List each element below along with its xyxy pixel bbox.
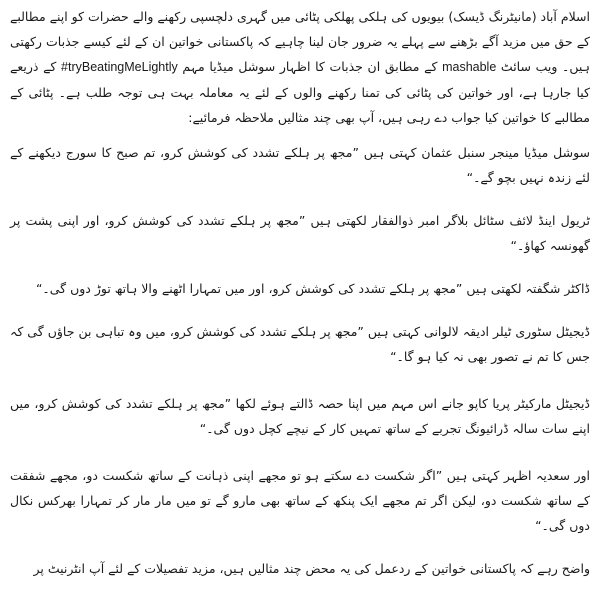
quote-paragraph-sumbul: سوشل میڈیا مینجر سنبل عثمان کہتی ہیں ”مجھ پر ہلکے تشدد کی کوشش کرو، تم صبح کا سورج دیکھنے کے لئے زندہ نہیں بچو گے۔“ (10, 145, 590, 185)
intro-text-1: اسلام آباد (مانیٹرنگ ڈیسک) بیویوں کی ہلکی پھلکی پٹائی میں گہری دلچسپی رکھنے والے حضرات کو اپنے مطالبے کے حق میں مزید آگے بڑھنے سے پہلے یہ ضرور جان لینا چاہیے کہ پاکستانی خواتین ان کے لئے کیسے جذبات رکھتی ہیں۔ ویب سائٹ (10, 9, 590, 74)
quote-paragraph-shagufta: ڈاکٹر شگفتہ لکھتی ہیں ”مجھ پر ہلکے تشدد کی کوشش کرو، اور میں تمہارا اٹھنے والا ہاتھ توڑ دوں گی۔“ (35, 281, 590, 296)
site-name: mashable (442, 60, 497, 74)
intro-text-2: کے مطابق ان جذبات کا اظہار سوشل میڈیا مہم (177, 59, 443, 74)
article-body (10, 0, 590, 600)
campaign-hashtag: #tryBeatingMeLightly (61, 60, 178, 74)
quote-paragraph-priya: ڈیجیٹل مارکیٹر پریا کاپو جانے اس مہم میں اپنا حصہ ڈالتے ہوئے لکھا ”مجھ پر ہلکے تشدد کی کوشش کرو، میں اپنے سات سالہ ڈرائیونگ تجربے کے ساتھ تمہیں کار کے نیچے کچل دوں گی۔“ (10, 396, 590, 436)
quote-paragraph-adiqa: ڈیجیٹل سٹوری ٹیلر ادیقہ لالوانی کہتی ہیں ”مجھ پر ہلکے تشدد کی کوشش کرو، میں وہ تباہی بن جاؤں گی کہ جس کا تم نے تصور بھی نہ کیا ہو گا۔“ (10, 324, 590, 364)
quote-paragraph-amber: ٹریول اینڈ لائف سٹائل بلاگر امبر ذوالفقار لکھتی ہیں ”مجھ پر ہلکے تشدد کی کوشش کرو، اور اپنی پشت پر گھونسہ کھاؤ۔“ (10, 213, 590, 253)
intro-paragraph (10, 0, 590, 130)
quote-paragraph-saadia: اور سعدیہ اظہر کہتی ہیں ”اگر شکست دے سکتے ہو تو مجھے اپنی ذہانت کے ساتھ شکست دو، مجھے شفقت کے ساتھ شکست دو، لیکن اگر تم مجھے ایک پنکھ کے ساتھ بھی مارو گے تو میں مار مار کر تمہارا بھرکس نکال دوں گی۔“ (10, 468, 590, 533)
closing-paragraph: واضح رہے کہ پاکستانی خواتین کے ردعمل کی یہ محض چند مثالیں ہیں، مزید تفصیلات کے لئے آپ انٹرنیٹ پر (33, 561, 590, 576)
intro-text-3: کے ذریعے کیا جارہا ہے، اور خواتین کی پٹائی کی تمنا رکھنے والوں کے لئے یہ معاملہ بہت ہی توجہ طلب ہے۔ پٹائی کے مطالبے کا خواتین کیا جواب دے رہی ہیں، آپ بھی چند مثالیں ملاحظہ فرمائیے: (10, 59, 590, 125)
